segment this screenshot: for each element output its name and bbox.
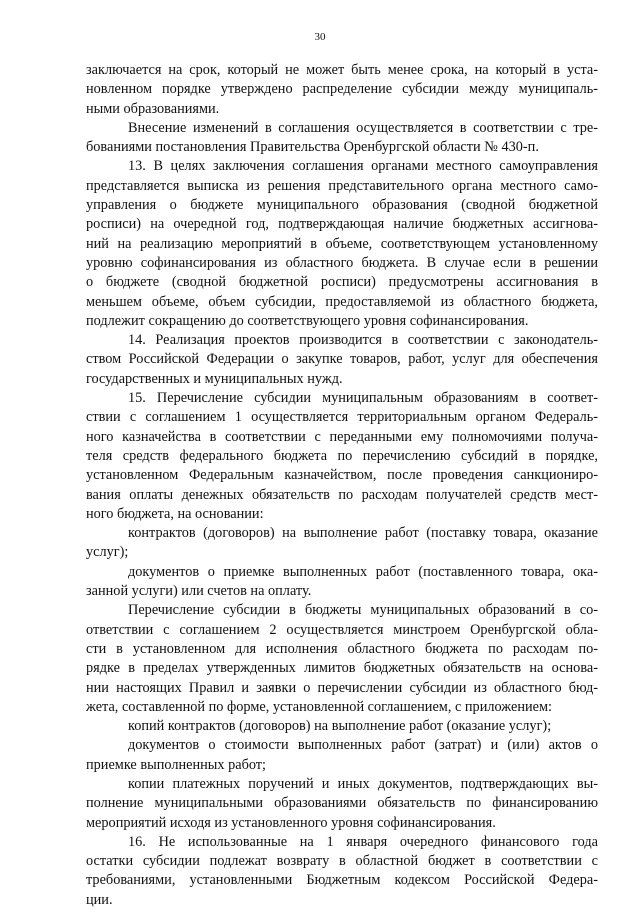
text-line: уровню софинансирования из областного бюджета. В случае если в решении (86, 254, 598, 271)
text-line: занной услуги) или счетов на оплату. (86, 583, 312, 600)
text-line: установленном Федеральным казначейством, после проведения санкциониро- (86, 467, 598, 484)
text-line: управления о бюджете муниципального образования (сводной бюджетной (86, 197, 598, 214)
text-line: требованиями, установленными Бюджетным кодексом Российской Федера- (86, 872, 598, 889)
text-line: полнение муниципальными образованиями обязательств по финансированию (86, 795, 598, 812)
text-line: ствии с соглашением 1 осуществляется территориальным органом Федераль- (86, 409, 598, 426)
text-line: государственных и муниципальных нужд. (86, 370, 343, 387)
text-line: Перечисление субсидии в бюджеты муниципальных образований в со- (128, 602, 598, 619)
text-line: сти в установленном для исполнения областного бюджета по расходам по- (86, 640, 598, 657)
text-line: бованиями постановления Правительства Оренбургской области № 430-п. (86, 139, 539, 156)
text-line: жета, составленной по форме, установленной соглашением, с приложением: (86, 698, 552, 715)
text-line: услуг); (86, 544, 129, 561)
text-line: 16. Не использованные на 1 января очередного финансового года (128, 833, 598, 850)
text-line: остатки субсидии подлежат возврату в областной бюджет в соответствии с (86, 853, 598, 870)
text-line: рядке в пределах утвержденных лимитов бюджетных обязательств на основа- (86, 660, 598, 677)
text-line: ции. (86, 891, 113, 908)
text-line: теля средств федерального бюджета по перечислению субсидий в порядке, (86, 447, 598, 464)
text-line: документов о приемке выполненных работ (поставленного товара, ока- (128, 563, 598, 580)
text-line: нии настоящих Правил и заявки о перечислении субсидии из областного бюд- (86, 679, 598, 696)
text-line: 14. Реализация проектов производится в соответствии с законодатель- (128, 332, 598, 349)
page-number: 30 (314, 31, 326, 43)
text-line: 15. Перечисление субсидии муниципальным образованиям в соответ- (128, 390, 598, 407)
text-line: ответствии с соглашением 2 осуществляется минстроем Оренбургской обла- (86, 621, 598, 638)
text-line: ного казначейства в соответствии с переданными ему полномочиями получа- (86, 428, 598, 445)
text-line: вания оплаты денежных обязательств по расходам получателей средств мест- (86, 486, 598, 503)
text-line: ством Российской Федерации о закупке товаров, работ, услуг для обеспечения (86, 351, 598, 368)
text-line: ными образованиями. (86, 100, 220, 117)
text-line: новленном порядке утверждено распределение субсидии между муниципаль- (86, 81, 598, 98)
text-line: ного бюджета, на основании: (86, 505, 264, 522)
text-line: копий контрактов (договоров) на выполнение работ (оказание услуг); (128, 718, 552, 735)
text-line: контрактов (договоров) на выполнение работ (поставку товара, оказание (128, 525, 598, 542)
text-line: приемке выполненных работ; (86, 756, 267, 773)
text-line: представляется выписка из решения представительного органа местного само- (86, 177, 598, 194)
text-line: заключается на срок, который не может быть менее срока, на который в уста- (86, 62, 598, 78)
text-line: 13. В целях заключения соглашения органами местного самоуправления (128, 158, 598, 175)
text-line: мероприятий исходя из установленного уровня софинансирования. (86, 814, 496, 831)
text-line: Внесение изменений в соглашения осуществляется в соответствии с тре- (128, 119, 598, 136)
text-line: ний на реализацию мероприятий в объеме, соответствующем установленному (86, 235, 598, 252)
text-line: росписи) на очередной год, подтверждающая наличие бюджетных ассигнова- (86, 216, 598, 233)
text-line: о бюджете (сводной бюджетной росписи) предусмотрены ассигнования в (86, 274, 598, 291)
text-line: меньшем объеме, объем субсидии, предоставляемой из областного бюджета, (86, 293, 598, 310)
document-body (86, 61, 598, 910)
text-line: документов о стоимости выполненных работ (затрат) и (или) актов о (128, 737, 598, 754)
text-line: копии платежных поручений и иных документов, подтверждающих вы- (128, 775, 598, 792)
text-line: подлежит сокращению до соответствующего уровня софинансирования. (86, 312, 529, 329)
